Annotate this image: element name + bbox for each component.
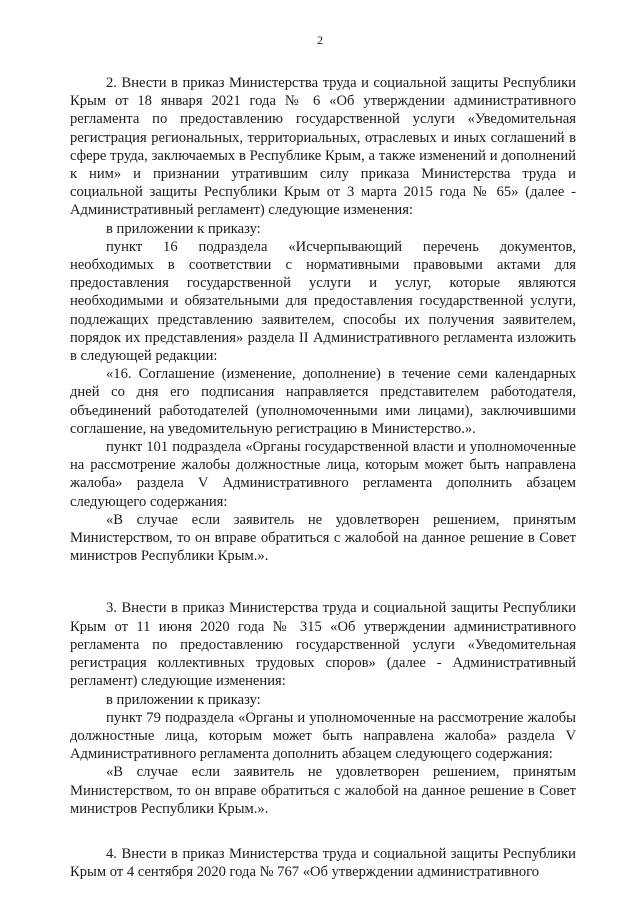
paragraph: «В случае если заявитель не удовлетворен решением, принятым Министерством, то он вправе обратиться с жалобой на данное решение в Совет министров Республики Крым.». xyxy=(70,764,576,817)
section-gap xyxy=(70,818,576,845)
document-body xyxy=(70,74,576,881)
paragraph: «16. Соглашение (изменение, дополнение) в течение семи календарных дней со дня его подписания направляется представителем работодателя, объединений работодателей (уполномоченными ими лицами), заключившими соглашение, на уведомительную регистрацию в Министерство.». xyxy=(70,366,576,437)
paragraph: в приложении к приказу: xyxy=(106,691,261,708)
section-item-2 xyxy=(70,74,576,565)
paragraph: пункт 79 подраздела «Органы и уполномоченные на рассмотрение жалобы должностные лица, которым может быть направлена жалоба» раздела V Административного регламента дополнить абзацем следующего содержания: xyxy=(70,709,576,763)
paragraph: пункт 16 подраздела «Исчерпывающий перечень документов, необходимых в соответствии с нормативными правовыми актами для предоставления государственной услуги и услуг, которые являются необходимыми и обязательными для предоставления государственной услуги, подлежащих представлению заявителем, способы их получения заявителем, порядок их представления» раздела II Административного регламента изложить в следующей редакции: xyxy=(70,238,576,365)
section-gap xyxy=(70,565,576,599)
section-item-3 xyxy=(70,599,576,817)
paragraph: 2. Внести в приказ Министерства труда и социальной защиты Республики Крым от 18 января 2021 года № 6 «Об утверждении административного регламента по предоставлению государственной услуги «Уведомительная регистрация региональных, территориальных, отраслевых и иных соглашений в сфере труда, заключаемых в Республике Крым, а также изменений и дополнений к ним» и признании утратившим силу приказа Министерства труда и социальной защиты Республики Крым от 3 марта 2015 года № 65» (далее - Административный регламент) следующие изменения: xyxy=(70,75,576,219)
paragraph: 4. Внести в приказ Министерства труда и социальной защиты Республики Крым от 4 сентября 2020 года № 767 «Об утверждении административного xyxy=(70,845,576,881)
paragraph: «В случае если заявитель не удовлетворен решением, принятым Министерством, то он вправе обратиться с жалобой на данное решение в Совет министров Республики Крым.». xyxy=(70,511,576,565)
paragraph: в приложении к приказу: xyxy=(106,220,261,237)
paragraph: 3. Внести в приказ Министерства труда и социальной защиты Республики Крым от 11 июня 2020 года № 315 «Об утверждении административного регламента по предоставлению государственной услуги «Уведомительная регистрация коллективных трудовых споров» (далее - Административный регламент) следующие изменения: xyxy=(70,600,576,690)
paragraph: пункт 101 подраздела «Органы государственной власти и уполномоченные на рассмотрение жалобы должностные лица, которым может быть направлена жалоба» раздела V Административного регламента дополнить абзацем следующего содержания: xyxy=(70,439,576,510)
section-item-4 xyxy=(70,845,576,881)
page-number: 2 xyxy=(317,33,323,47)
